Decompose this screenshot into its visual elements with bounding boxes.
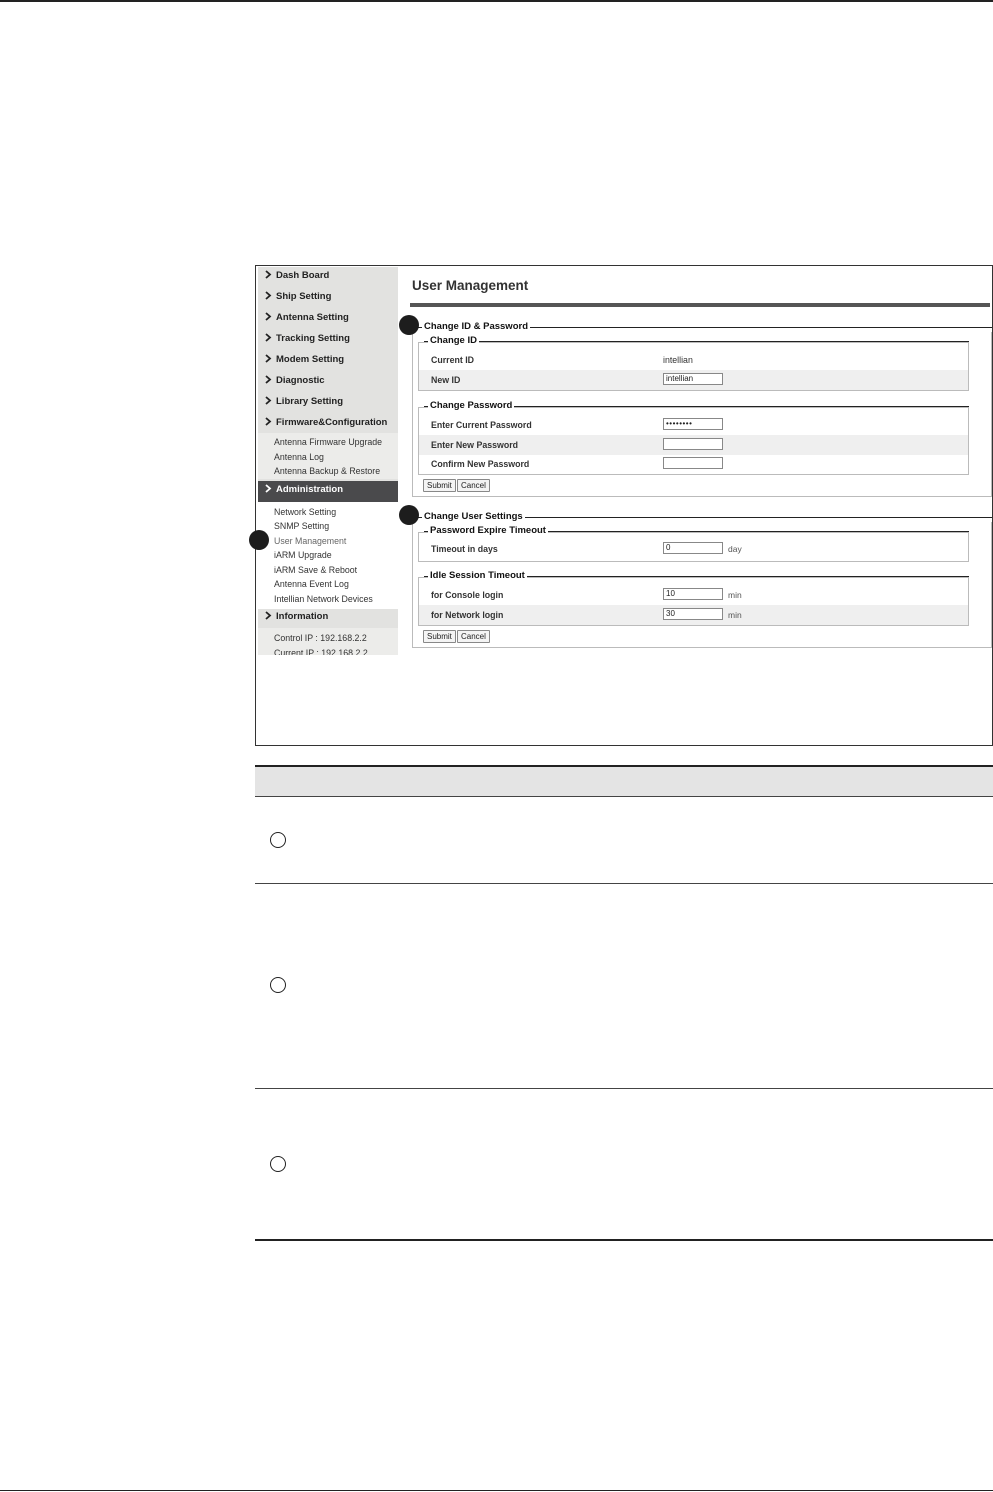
page-title: User Management [412, 278, 529, 293]
subnav-antenna-backup-restore[interactable]: Antenna Backup & Restore [274, 466, 381, 476]
nav-label: Dash Board [276, 270, 330, 281]
callout-marker-change-id-password [399, 315, 419, 335]
circle-number-icon [270, 1156, 286, 1172]
nav-label: Ship Setting [276, 291, 332, 302]
nav-label: Antenna Setting [276, 312, 349, 323]
title-underline [410, 303, 990, 307]
password-expire-box [418, 532, 969, 562]
top-rule [0, 0, 993, 2]
subgroup-idle-session: Idle Session Timeout [430, 570, 525, 581]
network-login-unit: min [728, 610, 742, 620]
subnav-iarm-save-reboot[interactable]: iARM Save & Reboot [274, 565, 358, 575]
subnav-antenna-log[interactable]: Antenna Log [274, 452, 324, 462]
info-control-ip: Control IP : 192.168.2.2 [274, 633, 367, 643]
confirm-password-input[interactable] [663, 457, 723, 469]
chevron-right-icon [265, 417, 272, 426]
subgroup-change-id: Change ID [430, 335, 477, 346]
network-login-label: for Network login [431, 610, 504, 620]
new-password-label: Enter New Password [431, 440, 519, 450]
chevron-right-icon [265, 270, 272, 279]
chevron-right-icon [265, 333, 272, 342]
subnav-antenna-event-log[interactable]: Antenna Event Log [274, 579, 349, 589]
nav-library-setting[interactable] [258, 393, 398, 414]
chevron-right-icon [265, 396, 272, 405]
nav-ship-setting[interactable] [258, 288, 398, 309]
console-login-label: for Console login [431, 590, 504, 600]
idle-session-box [418, 577, 969, 626]
network-login-input[interactable]: 30 [663, 608, 723, 620]
subnav-network-setting[interactable]: Network Setting [274, 507, 337, 517]
timeout-days-row [419, 539, 968, 559]
nav-label: Information [276, 611, 329, 622]
nav-label: Library Setting [276, 396, 344, 407]
confirm-password-label: Confirm New Password [431, 459, 530, 469]
sidebar [258, 267, 398, 655]
console-login-unit: min [728, 590, 742, 600]
nav-tracking-setting[interactable] [258, 330, 398, 351]
nav-label: Diagnostic [276, 375, 325, 386]
table-row-divider [255, 883, 993, 884]
callout-marker-user-management [249, 530, 269, 550]
subgroup-rule [424, 341, 969, 342]
current-id-label: Current ID [431, 355, 475, 365]
circle-number-icon [270, 977, 286, 993]
chevron-right-icon [265, 354, 272, 363]
table-bottom-rule [255, 1239, 993, 1241]
submit-button[interactable]: Submit [423, 630, 456, 643]
timeout-days-label: Timeout in days [431, 544, 498, 554]
subnav-iarm-upgrade[interactable]: iARM Upgrade [274, 550, 332, 560]
chevron-right-icon [265, 312, 272, 321]
new-id-label: New ID [431, 375, 461, 385]
console-login-input[interactable]: 10 [663, 588, 723, 600]
nav-dash-board[interactable] [258, 267, 398, 288]
nav-label: Firmware&Configuration [276, 417, 388, 428]
table-row-divider [255, 1088, 993, 1089]
nav-label: Tracking Setting [276, 333, 350, 344]
chevron-right-icon [265, 375, 272, 384]
new-id-input[interactable]: intellian [663, 373, 723, 385]
network-login-row [419, 605, 968, 625]
subnav-antenna-firmware-upgrade[interactable]: Antenna Firmware Upgrade [274, 437, 383, 447]
screenshot-frame [255, 265, 993, 746]
group-change-user-settings: Change User Settings [424, 511, 523, 522]
subnav-user-management[interactable]: User Management [274, 536, 347, 546]
cancel-button[interactable]: Cancel [457, 630, 490, 643]
console-login-row [419, 585, 968, 605]
nav-firmware-configuration[interactable] [258, 414, 398, 435]
nav-label: Administration [276, 484, 344, 495]
main-content [398, 266, 992, 745]
chevron-right-icon [265, 611, 272, 620]
change-id-box [418, 342, 969, 391]
cancel-button[interactable]: Cancel [457, 479, 490, 492]
change-password-box [418, 407, 969, 475]
bottom-rule [0, 1490, 993, 1491]
circle-number-icon [270, 832, 286, 848]
submit-button[interactable]: Submit [423, 479, 456, 492]
timeout-days-input[interactable]: 0 [663, 542, 723, 554]
info-current-ip: Current IP : 192.168.2.2 [274, 648, 368, 655]
timeout-days-unit: day [728, 544, 742, 554]
current-id-value: intellian [663, 355, 693, 365]
current-password-row [419, 415, 968, 435]
description-table-header [255, 765, 993, 797]
group-change-id-password: Change ID & Password [424, 321, 528, 332]
new-password-row [419, 435, 968, 455]
confirm-password-row [419, 454, 968, 474]
subnav-intellian-network-devices[interactable]: Intellian Network Devices [274, 594, 373, 604]
chevron-right-icon [265, 484, 272, 493]
new-id-row [419, 370, 968, 390]
nav-information[interactable] [258, 608, 398, 629]
new-password-input[interactable] [663, 438, 723, 450]
current-password-input[interactable]: •••••••• [663, 418, 723, 430]
subgroup-change-password: Change Password [430, 400, 513, 411]
nav-administration[interactable] [258, 481, 398, 502]
nav-antenna-setting[interactable] [258, 309, 398, 330]
nav-diagnostic[interactable] [258, 372, 398, 393]
current-id-row [419, 350, 968, 370]
chevron-right-icon [265, 291, 272, 300]
callout-marker-change-user-settings [399, 505, 419, 525]
subgroup-password-expire: Password Expire Timeout [430, 525, 546, 536]
nav-label: Modem Setting [276, 354, 345, 365]
subnav-snmp-setting[interactable]: SNMP Setting [274, 521, 330, 531]
current-password-label: Enter Current Password [431, 420, 532, 430]
nav-modem-setting[interactable] [258, 351, 398, 372]
